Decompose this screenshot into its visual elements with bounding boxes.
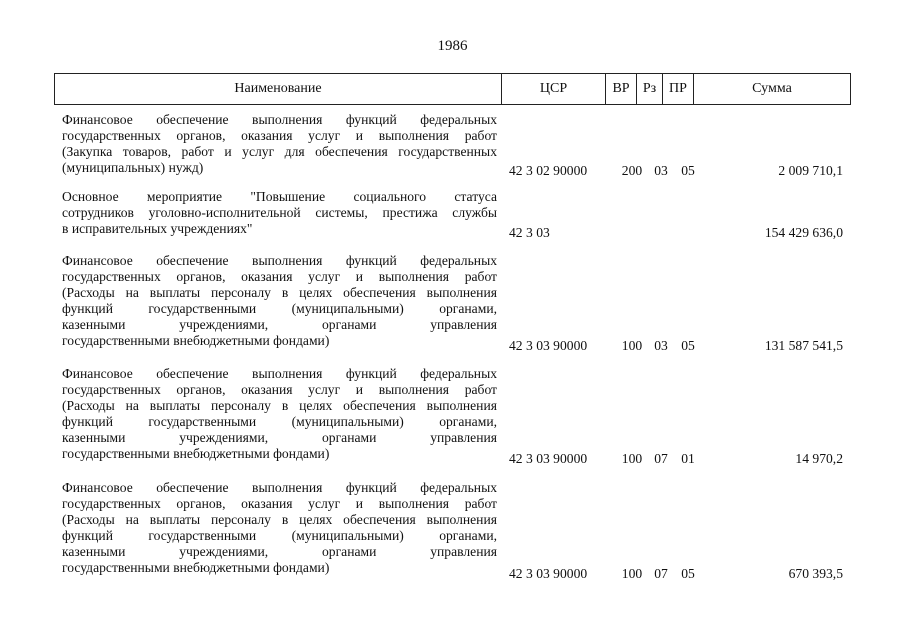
row-sum: 14 970,2 <box>795 451 843 466</box>
table-header <box>54 73 851 105</box>
row-name-line: казенными учреждениями, органами управления <box>62 544 497 559</box>
row-name-line: государственными внебюджетными фондами) <box>62 446 330 461</box>
row-name-line: Финансовое обеспечение выполнения функций федеральных <box>62 112 497 127</box>
row-csr: 42 3 03 90000 <box>509 338 588 353</box>
row-sum: 154 429 636,0 <box>764 225 843 240</box>
row-name-line: казенными учреждениями, органами управления <box>62 430 497 445</box>
row-sum: 131 587 541,5 <box>764 338 843 353</box>
row-name-line: государственных органов, оказания услуг и выполнения работ <box>62 496 497 511</box>
row-csr: 42 3 03 90000 <box>509 451 588 466</box>
row-name-line: Финансовое обеспечение выполнения функций федеральных <box>62 366 497 381</box>
row-name-line: казенными учреждениями, органами управления <box>62 317 497 332</box>
row-name-line: государственных органов, оказания услуг и выполнения работ <box>62 128 497 143</box>
row-rz: 07 <box>654 451 668 466</box>
row-name-line: функций государственными (муниципальными) органами, <box>62 528 497 543</box>
row-name <box>62 366 497 462</box>
row-name-line: государственных органов, оказания услуг и выполнения работ <box>62 269 497 284</box>
row-vr: 100 <box>621 451 643 466</box>
row-pr: 05 <box>681 163 695 178</box>
row-name-line: Финансовое обеспечение выполнения функций федеральных <box>62 253 497 268</box>
row-sum: 2 009 710,1 <box>778 163 843 178</box>
page-number: 1986 <box>437 38 468 54</box>
row-name <box>62 253 497 349</box>
row-name-line: государственными внебюджетными фондами) <box>62 333 330 348</box>
row-name <box>62 189 497 237</box>
row-name-line: в исправительных учреждениях" <box>62 221 253 236</box>
row-pr: 01 <box>681 451 695 466</box>
row-name-line: (Расходы на выплаты персоналу в целях обеспечения выполнения <box>62 285 497 300</box>
column-header-csr: ЦСР <box>502 74 606 105</box>
row-vr: 100 <box>621 566 643 581</box>
row-csr: 42 3 02 90000 <box>509 163 588 178</box>
row-csr: 42 3 03 <box>509 225 550 240</box>
row-rz: 07 <box>654 566 668 581</box>
row-name-line: (Расходы на выплаты персоналу в целях обеспечения выполнения <box>62 512 497 527</box>
row-name-line: государственных органов, оказания услуг и выполнения работ <box>62 382 497 397</box>
row-name-line: (Закупка товаров, работ и услуг для обеспечения государственных <box>62 144 497 159</box>
row-pr: 05 <box>681 338 695 353</box>
row-pr: 05 <box>681 566 695 581</box>
row-name <box>62 480 497 576</box>
row-name-line: сотрудников уголовно-исполнительной системы, престижа службы <box>62 205 497 220</box>
row-csr: 42 3 03 90000 <box>509 566 588 581</box>
row-name-line: функций государственными (муниципальными) органами, <box>62 414 497 429</box>
row-name-line: Финансовое обеспечение выполнения функций федеральных <box>62 480 497 495</box>
column-header-vr: ВР <box>606 74 637 105</box>
row-name-line: государственными внебюджетными фондами) <box>62 560 330 575</box>
column-header-name: Наименование <box>55 74 502 105</box>
row-vr: 100 <box>621 338 643 353</box>
column-header-pr: ПР <box>663 74 694 105</box>
row-sum: 670 393,5 <box>788 566 843 581</box>
column-header-sum: Сумма <box>694 74 851 105</box>
row-rz: 03 <box>654 163 668 178</box>
row-name <box>62 112 497 176</box>
row-name-line: Основное мероприятие "Повышение социального статуса <box>62 189 497 204</box>
row-name-line: (Расходы на выплаты персоналу в целях обеспечения выполнения <box>62 398 497 413</box>
row-vr: 200 <box>621 163 643 178</box>
row-rz: 03 <box>654 338 668 353</box>
row-name-line: функций государственными (муниципальными) органами, <box>62 301 497 316</box>
row-name-line: (муниципальных) нужд) <box>62 160 204 175</box>
column-header-rz: Рз <box>637 74 663 105</box>
